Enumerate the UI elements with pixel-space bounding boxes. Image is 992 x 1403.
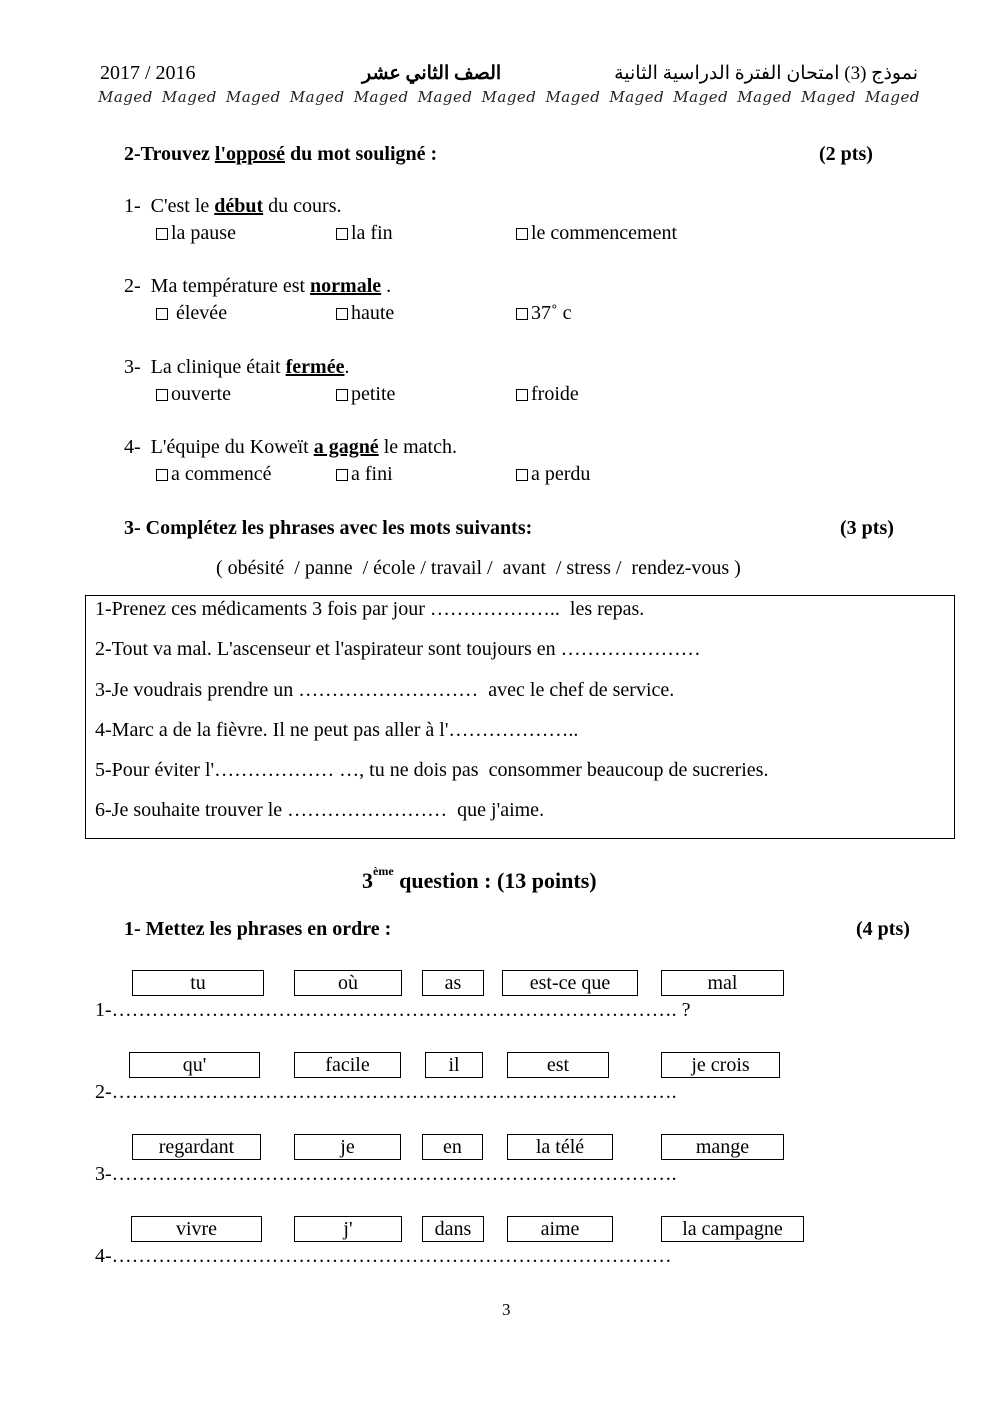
checkbox-icon[interactable] (336, 469, 348, 481)
option[interactable]: froide (516, 383, 579, 406)
fill-sentence-5[interactable]: 5-Pour éviter l'……………… …, tu ne dois pas consommer beaucoup de sucreries. (95, 759, 769, 781)
question-item-4: 4- L'équipe du Koweït a gagné le match. (124, 436, 457, 458)
fill-sentence-3[interactable]: 3-Je voudrais prendre un ……………………… avec le chef de service. (95, 679, 675, 701)
section3-title: 3- Complétez les phrases avec les mots suivants: (124, 517, 533, 539)
watermark: Maged (225, 88, 281, 106)
school-year: 2017 / 2016 (100, 62, 196, 84)
word-tile[interactable]: je crois (661, 1052, 780, 1078)
option[interactable]: petite (336, 383, 395, 406)
option[interactable]: a commencé (156, 463, 272, 486)
fill-sentence-4[interactable]: 4-Marc a de la fièvre. Il ne peut pas aller à l'……………….. (95, 719, 579, 741)
watermark-row (98, 88, 920, 106)
checkbox-icon[interactable] (336, 308, 348, 320)
checkbox-icon[interactable] (336, 389, 348, 401)
word-tile[interactable]: est-ce que (502, 970, 638, 996)
watermark: Maged (865, 88, 920, 106)
checkbox-icon[interactable] (516, 469, 528, 481)
watermark: Maged (98, 88, 153, 106)
checkbox-icon[interactable] (156, 228, 168, 240)
page-number: 3 (502, 1300, 511, 1319)
option[interactable]: le commencement (516, 222, 677, 245)
word-tile[interactable]: aime (507, 1216, 613, 1242)
grade-title: الصف الثاني عشر (362, 63, 502, 84)
word-tile[interactable]: as (422, 970, 484, 996)
watermark: Maged (481, 88, 537, 106)
word-tile[interactable]: tu (132, 970, 264, 996)
word-tile[interactable]: qu' (129, 1052, 260, 1078)
word-tile[interactable]: la campagne (661, 1216, 804, 1242)
option[interactable]: a fini (336, 463, 393, 486)
option[interactable]: a perdu (516, 463, 590, 486)
fill-sentence-1[interactable]: 1-Prenez ces médicaments 3 fois par jour ……………….. les repas. (95, 598, 645, 620)
section2-points: (2 pts) (819, 143, 873, 165)
option[interactable]: ouverte (156, 383, 231, 406)
answer-line-4[interactable]: 4-………………………………………………………………………… (95, 1245, 672, 1267)
watermark: Maged (289, 88, 345, 106)
checkbox-icon[interactable] (156, 308, 168, 320)
option[interactable]: la pause (156, 222, 236, 245)
word-tile[interactable]: mange (661, 1134, 784, 1160)
word-tile[interactable]: est (507, 1052, 609, 1078)
exam-title: نموذج (3) امتحان الفترة الدراسية الثانية (614, 63, 918, 84)
word-tile[interactable]: la télé (507, 1134, 613, 1160)
answer-line-2[interactable]: 2-…………………………………………………………………………. (95, 1081, 677, 1103)
checkbox-icon[interactable] (336, 228, 348, 240)
word-tile[interactable]: je (294, 1134, 401, 1160)
option[interactable]: élevée (156, 302, 227, 325)
question-item-1: 1- C'est le début du cours. (124, 195, 342, 217)
word-tile[interactable]: regardant (132, 1134, 261, 1160)
question-item-2: 2- Ma température est normale . (124, 275, 392, 297)
option[interactable]: la fin (336, 222, 393, 245)
word-tile[interactable]: facile (294, 1052, 401, 1078)
watermark: Maged (609, 88, 665, 106)
option[interactable]: haute (336, 302, 394, 325)
option[interactable]: 37˚ c (516, 302, 572, 325)
watermark: Maged (673, 88, 729, 106)
reorder-title: 1- Mettez les phrases en ordre : (124, 918, 392, 940)
fill-sentence-6[interactable]: 6-Je souhaite trouver le …………………… que j'aime. (95, 799, 545, 821)
checkbox-icon[interactable] (516, 308, 528, 320)
question-item-3: 3- La clinique était fermée. (124, 356, 350, 378)
checkbox-icon[interactable] (156, 389, 168, 401)
word-tile[interactable]: j' (294, 1216, 402, 1242)
word-tile[interactable]: mal (661, 970, 784, 996)
question3-title: 3ème question : (13 points) (362, 864, 597, 893)
watermark: Maged (545, 88, 601, 106)
section2-title: 2-Trouvez l'opposé du mot souligné : (124, 143, 438, 165)
checkbox-icon[interactable] (156, 469, 168, 481)
word-tile[interactable]: dans (422, 1216, 484, 1242)
watermark: Maged (161, 88, 217, 106)
word-tile[interactable]: il (425, 1052, 483, 1078)
watermark: Maged (417, 88, 473, 106)
fill-sentence-2[interactable]: 2-Tout va mal. L'ascenseur et l'aspirateur sont toujours en ………………… (95, 638, 701, 660)
watermark: Maged (801, 88, 857, 106)
word-tile[interactable]: en (422, 1134, 483, 1160)
answer-line-3[interactable]: 3-…………………………………………………………………………. (95, 1163, 677, 1185)
word-tile[interactable]: vivre (131, 1216, 262, 1242)
watermark: Maged (737, 88, 793, 106)
section3-points: (3 pts) (840, 517, 894, 539)
word-bank: ( obésité / panne / école / travail / avant / stress / rendez-vous ) (216, 557, 741, 579)
word-tile[interactable]: où (294, 970, 402, 996)
checkbox-icon[interactable] (516, 228, 528, 240)
reorder-points: (4 pts) (856, 918, 910, 940)
answer-line-1[interactable]: 1-…………………………………………………………………………. ? (95, 999, 691, 1021)
checkbox-icon[interactable] (516, 389, 528, 401)
watermark: Maged (353, 88, 409, 106)
